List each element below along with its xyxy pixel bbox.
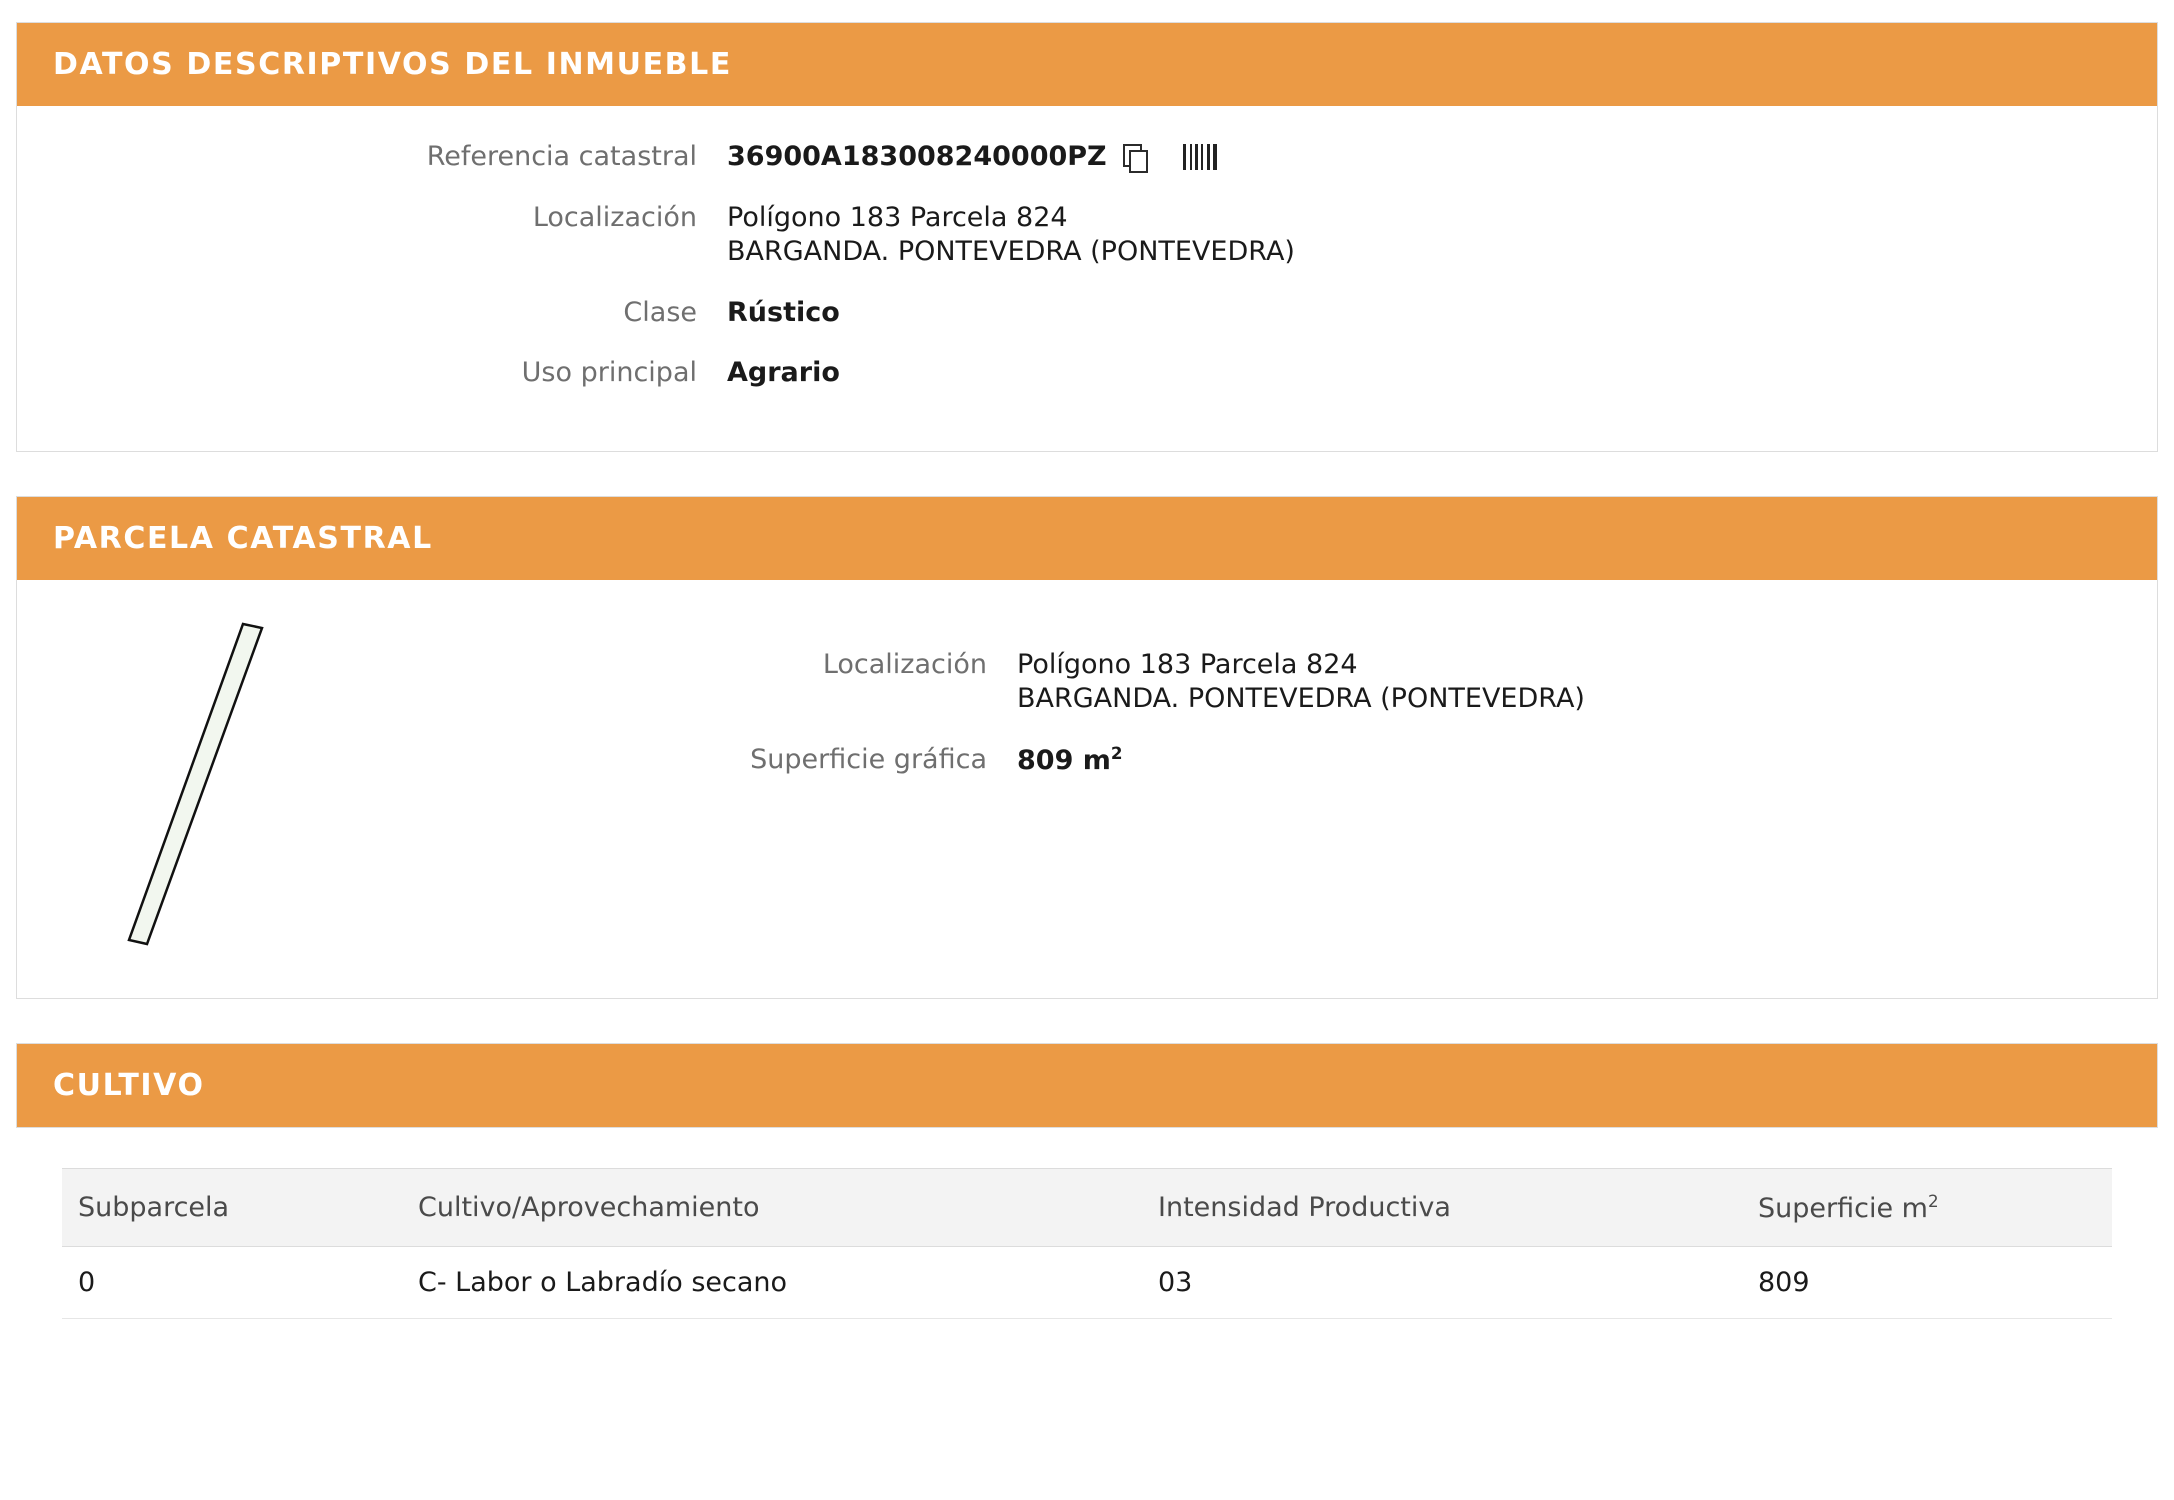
parcela-panel: [16, 496, 2158, 999]
parcela-panel-header: PARCELA CATASTRAL: [17, 497, 2157, 580]
field-label: Referencia catastral: [426, 141, 697, 172]
cell-subparcela: 0: [62, 1246, 402, 1318]
column-header-subparcela: Subparcela: [62, 1168, 402, 1246]
table-header-row: [62, 1168, 2112, 1246]
inmueble-fields: [27, 140, 2147, 417]
table-row: [62, 1246, 2112, 1318]
field-localizacion: [27, 201, 2147, 296]
barcode-icon[interactable]: [1183, 144, 1217, 170]
parcela-field-localizacion: [587, 648, 2147, 743]
column-header-intensidad: Intensidad Productiva: [1142, 1168, 1742, 1246]
cell-cultivo: C- Labor o Labradío secano: [402, 1246, 1142, 1318]
parcela-field-superficie-grafica: [587, 743, 2147, 805]
field-value: [1017, 743, 2147, 805]
parcela-localizacion-line2: BARGANDA. PONTEVEDRA (PONTEVEDRA): [1017, 683, 1585, 715]
field-label: Clase: [623, 296, 697, 328]
parcela-map[interactable]: [27, 614, 587, 954]
field-label: Uso principal: [521, 357, 697, 389]
superficie-grafica-unit-exponent: 2: [1110, 742, 1123, 763]
field-value: [727, 201, 2147, 296]
column-header-superficie: Superficie $m^2$: [1742, 1168, 2112, 1246]
field-value: [727, 140, 2147, 201]
inmueble-panel-body: [17, 106, 2157, 451]
cultivo-panel-header: CULTIVO: [17, 1044, 2157, 1127]
parcela-panel-body: [17, 580, 2157, 998]
cultivo-table: [62, 1168, 2112, 1319]
field-referencia-catastral: [27, 140, 2147, 201]
field-value: Agrario: [727, 357, 840, 389]
parcela-shape-icon: [27, 614, 587, 954]
field-uso-principal: [27, 356, 2147, 417]
parcela-fields: [587, 614, 2147, 805]
column-header-superficie-exponent: 2: [1927, 1190, 1939, 1211]
cell-intensidad: 03: [1142, 1246, 1742, 1318]
cultivo-table-panel: [16, 1148, 2158, 1359]
referencia-catastral-value: 36900A183008240000PZ: [727, 141, 1107, 172]
field-label: Localización: [532, 201, 697, 233]
cell-superficie: 809: [1742, 1246, 2112, 1318]
field-value: Rústico: [727, 296, 840, 328]
superficie-grafica-value: 809 m: [1017, 744, 1111, 776]
localizacion-line2: BARGANDA. PONTEVEDRA (PONTEVEDRA): [727, 236, 1295, 268]
localizacion-line1: Polígono 183 Parcela 824: [727, 201, 1068, 233]
inmueble-panel-header: DATOS DESCRIPTIVOS DEL INMUEBLE: [17, 23, 2157, 106]
parcela-localizacion-line1: Polígono 183 Parcela 824: [1017, 648, 1358, 680]
copy-icon[interactable]: [1123, 144, 1145, 170]
field-label: Superficie gráfica: [750, 743, 987, 775]
cultivo-panel: [16, 1043, 2158, 1128]
field-clase: [27, 296, 2147, 357]
field-value: [1017, 648, 2147, 743]
field-label: Localización: [822, 648, 987, 680]
column-header-cultivo: Cultivo/Aprovechamiento: [402, 1168, 1142, 1246]
inmueble-panel: [16, 22, 2158, 452]
